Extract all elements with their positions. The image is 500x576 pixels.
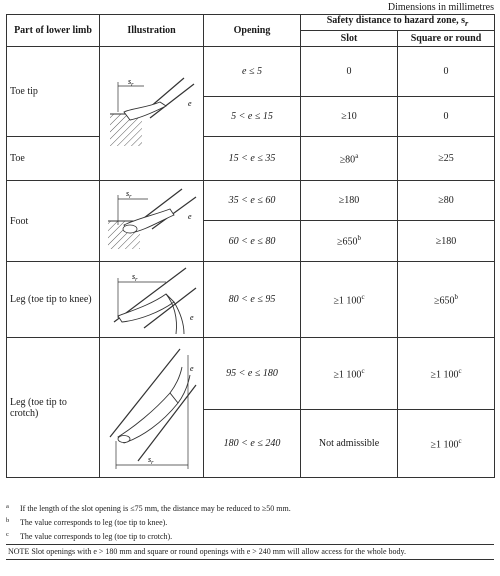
illustration-leg-crotch xyxy=(100,338,204,478)
slot-cell: ≥10 xyxy=(301,97,398,137)
footnote-c: c The value corresponds to leg (toe tip to crotch). xyxy=(6,531,173,541)
square-cell: ≥25 xyxy=(398,137,495,181)
opening-cell: 15 < e ≤ 35 xyxy=(204,137,301,181)
header-slot: Slot xyxy=(301,31,398,47)
slot-cell: $\ge 650^b$ xyxy=(301,221,398,262)
sr-label: $s_r$ xyxy=(131,271,137,283)
opening-cell: 80 < e ≤ 95 xyxy=(204,262,301,338)
square-cell: $\ge 650^b$ xyxy=(398,262,495,338)
part-cell: Leg (toe tip to crotch) xyxy=(7,338,100,478)
sr-label: $s_r$ xyxy=(127,76,133,88)
sr-label: $s_r$ xyxy=(125,189,131,200)
e-label: e xyxy=(187,98,192,108)
square-cell: ≥80 xyxy=(398,181,495,221)
opening-cell: 35 < e ≤ 60 xyxy=(204,181,301,221)
table-row xyxy=(7,181,495,221)
header-part: Part of lower limb xyxy=(7,15,100,47)
table-row xyxy=(7,137,495,181)
foot-illustration xyxy=(104,185,200,257)
e-label: e xyxy=(189,312,194,322)
e-label: e xyxy=(189,363,194,373)
e-label: e xyxy=(187,212,192,221)
footnote-b: b The value corresponds to leg (toe tip to knee). xyxy=(6,517,168,527)
safety-distance-table xyxy=(6,14,495,478)
part-cell: Toe xyxy=(7,137,100,181)
footnote-a: a If the length of the slot opening is ≤75 mm, the distance may be reduced to ≥50 mm. xyxy=(6,503,291,513)
sr-label: $s_r$ xyxy=(147,454,153,466)
header-illustration: Illustration xyxy=(100,15,204,47)
table-row xyxy=(7,262,495,338)
opening-cell: e ≤ 5 xyxy=(204,47,301,97)
illustration-leg-knee xyxy=(100,262,204,338)
opening-cell: 95 < e ≤ 180 xyxy=(204,338,301,410)
toe-illustration xyxy=(104,74,200,154)
square-cell: ≥180 xyxy=(398,221,495,262)
illustration-foot xyxy=(100,181,204,262)
opening-cell: 60 < e ≤ 80 xyxy=(204,221,301,262)
footnotes xyxy=(6,502,494,560)
slot-cell: ≥1 100$^c$ xyxy=(301,262,398,338)
slot-cell: 0 xyxy=(301,47,398,97)
slot-cell: Not admissible xyxy=(301,410,398,478)
leg-knee-illustration xyxy=(104,264,200,336)
header-safety-distance: Safety distance to hazard zone, $s_r$ xyxy=(301,15,495,31)
part-cell: Toe tip xyxy=(7,47,100,137)
square-cell: ≥1 100$^c$ xyxy=(398,338,495,410)
header-opening: Opening xyxy=(204,15,301,47)
opening-cell: 5 < e ≤ 15 xyxy=(204,97,301,137)
slot-cell: ≥1 100$^c$ xyxy=(301,338,398,410)
slot-cell: ≥180 xyxy=(301,181,398,221)
square-cell: 0 xyxy=(398,47,495,97)
part-cell: Leg (toe tip to knee) xyxy=(7,262,100,338)
table-row xyxy=(7,338,495,410)
square-cell: 0 xyxy=(398,97,495,137)
units-caption: Dimensions in millimetres xyxy=(387,2,494,13)
slot-cell: $\ge 80^a$ xyxy=(301,137,398,181)
illustration-toe xyxy=(100,47,204,181)
leg-crotch-illustration xyxy=(104,341,200,475)
header-square-round: Square or round xyxy=(398,31,495,47)
square-cell: ≥1 100$^c$ xyxy=(398,410,495,478)
table-row xyxy=(7,47,495,97)
part-cell: Foot xyxy=(7,181,100,262)
table-note: NOTE Slot openings with e > 180 mm and square or round openings with e > 240 mm will allow access for the whole body. xyxy=(6,544,494,560)
opening-cell: 180 < e ≤ 240 xyxy=(204,410,301,478)
